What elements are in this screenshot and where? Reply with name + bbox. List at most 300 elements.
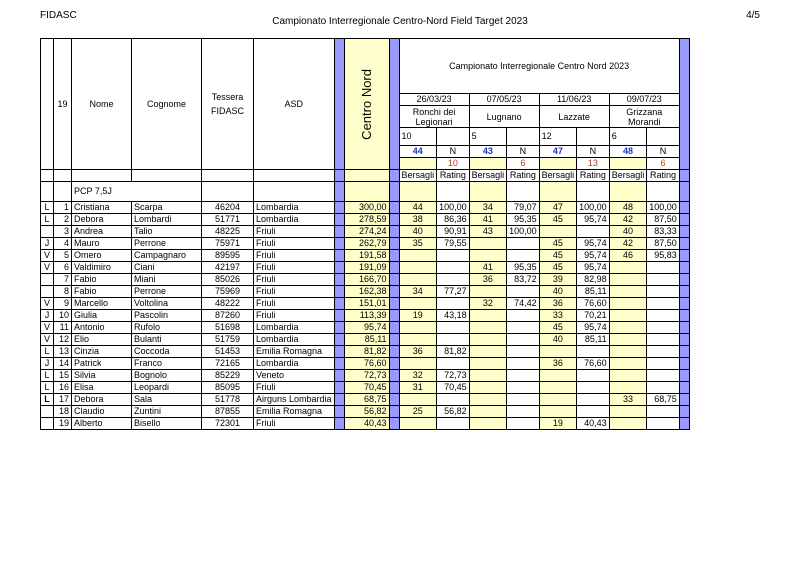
table-row: [41, 286, 690, 298]
total-cell: 278,59: [344, 214, 389, 226]
bersagli-cell: [539, 370, 577, 382]
rating-cell: [437, 298, 470, 310]
event-bersagli: 48: [609, 146, 647, 158]
rating-cell: [577, 406, 610, 418]
separator-col: [679, 274, 689, 286]
tessera-cell: 48225: [202, 226, 254, 238]
rating-cell: 77,27: [437, 286, 470, 298]
bersagli-cell: [399, 322, 437, 334]
cognome-cell: Talio: [132, 226, 202, 238]
nome-cell: Fabio: [72, 274, 132, 286]
rating-cell: 95,74: [577, 238, 610, 250]
separator-col: [334, 394, 344, 406]
rating-col-head: Rating: [577, 170, 610, 182]
empty-cell: [469, 182, 507, 202]
rating-cell: [507, 358, 540, 370]
cognome-cell: Miani: [132, 274, 202, 286]
rating-cell: 83,33: [647, 226, 680, 238]
bersagli-cell: 36: [399, 346, 437, 358]
asd-cell: Friuli: [254, 238, 335, 250]
separator-col: [334, 250, 344, 262]
bersagli-cell: [469, 358, 507, 370]
rating-cell: 86,36: [437, 214, 470, 226]
position-cell: 3: [54, 226, 72, 238]
rating-cell: 100,00: [647, 202, 680, 214]
event-place: Ronchi dei Legionari: [399, 106, 469, 128]
total-cell: 85,11: [344, 334, 389, 346]
tessera-cell: 75969: [202, 286, 254, 298]
asd-cell: Friuli: [254, 310, 335, 322]
asd-cell: Friuli: [254, 226, 335, 238]
asd-cell: Emilia Romagna: [254, 406, 335, 418]
nome-cell: Fabio: [72, 286, 132, 298]
rating-cell: 56,82: [437, 406, 470, 418]
rating-cell: [507, 394, 540, 406]
bersagli-cell: 46: [609, 250, 647, 262]
class-cell: [41, 418, 54, 430]
table-row: [41, 394, 690, 406]
asd-cell: Lombardia: [254, 214, 335, 226]
tessera-cell: 51453: [202, 346, 254, 358]
class-cell: J: [41, 310, 54, 322]
bersagli-cell: [609, 334, 647, 346]
tessera-cell: 87855: [202, 406, 254, 418]
asd-cell: Friuli: [254, 274, 335, 286]
event-n-label: N: [437, 146, 470, 158]
class-cell: V: [41, 322, 54, 334]
cognome-cell: Leopardi: [132, 382, 202, 394]
bersagli-cell: [469, 238, 507, 250]
bersagli-cell: [609, 406, 647, 418]
bersagli-cell: [609, 358, 647, 370]
event-targets: 10: [399, 128, 437, 146]
bersagli-col-head: Bersagli: [539, 170, 577, 182]
separator-col: [389, 358, 399, 370]
class-cell: L: [41, 346, 54, 358]
position-cell: 13: [54, 346, 72, 358]
position-cell: 14: [54, 358, 72, 370]
separator-col: [679, 358, 689, 370]
bersagli-cell: [399, 262, 437, 274]
cognome-cell: Voltolina: [132, 298, 202, 310]
rating-cell: [507, 286, 540, 298]
rating-cell: [647, 310, 680, 322]
rating-cell: [507, 370, 540, 382]
cognome-cell: Sala: [132, 394, 202, 406]
position-cell: 18: [54, 406, 72, 418]
table-row: [41, 310, 690, 322]
rating-cell: 95,83: [647, 250, 680, 262]
rating-cell: 74,42: [507, 298, 540, 310]
nome-cell: Debora: [72, 394, 132, 406]
tessera-cell: [202, 170, 254, 182]
separator-col: [334, 238, 344, 250]
bersagli-cell: 45: [539, 250, 577, 262]
rating-cell: 83,72: [507, 274, 540, 286]
bersagli-cell: 40: [609, 226, 647, 238]
separator-col: [679, 226, 689, 238]
rating-cell: [647, 262, 680, 274]
bersagli-cell: 33: [539, 310, 577, 322]
bersagli-col-head: Bersagli: [399, 170, 437, 182]
rating-cell: [647, 298, 680, 310]
position-cell: 9: [54, 298, 72, 310]
tessera-cell: 72301: [202, 418, 254, 430]
bersagli-cell: [539, 394, 577, 406]
separator-col: [389, 262, 399, 274]
position-cell: 15: [54, 370, 72, 382]
tessera-cell: 42197: [202, 262, 254, 274]
nome-cell: Alberto: [72, 418, 132, 430]
separator-col: [679, 214, 689, 226]
table-row: [41, 358, 690, 370]
rating-cell: [437, 250, 470, 262]
championship-title: Campionato Interregionale Centro Nord 2023: [399, 39, 679, 94]
nome-cell: Mauro: [72, 238, 132, 250]
event-place: Grizzana Morandi: [609, 106, 679, 128]
nome-cell: Patrick: [72, 358, 132, 370]
empty-cell: [577, 128, 610, 146]
bersagli-cell: [469, 418, 507, 430]
cognome-cell: Perrone: [132, 238, 202, 250]
position-cell: 4: [54, 238, 72, 250]
separator-col: [679, 262, 689, 274]
rating-cell: [507, 346, 540, 358]
separator-col: [334, 346, 344, 358]
rating-cell: [437, 274, 470, 286]
event-date: 11/06/23: [539, 94, 609, 106]
event-place: Lugnano: [469, 106, 539, 128]
empty-cell: [507, 128, 540, 146]
position-cell: 17: [54, 394, 72, 406]
rating-cell: 40,43: [577, 418, 610, 430]
asd-cell: [254, 170, 335, 182]
bersagli-cell: [609, 418, 647, 430]
asd-cell: Friuli: [254, 418, 335, 430]
cognome-cell: Campagnaro: [132, 250, 202, 262]
separator-col: [334, 310, 344, 322]
rating-cell: [437, 334, 470, 346]
separator-col: [679, 202, 689, 214]
empty-cell: [469, 158, 507, 170]
cognome-cell: Zuntini: [132, 406, 202, 418]
rating-cell: [437, 262, 470, 274]
bersagli-cell: 31: [399, 382, 437, 394]
pos-cell: [54, 170, 72, 182]
nome-cell: Valdimiro: [72, 262, 132, 274]
cognome-cell: Ciani: [132, 262, 202, 274]
total-cell: 81,82: [344, 346, 389, 358]
empty-cell: [399, 158, 437, 170]
rating-cell: 82,98: [577, 274, 610, 286]
rating-cell: 72,73: [437, 370, 470, 382]
tessera-cell: 85229: [202, 370, 254, 382]
position-cell: 5: [54, 250, 72, 262]
empty-cell: [202, 182, 254, 202]
empty-cell: [539, 182, 577, 202]
event-n-value: 10: [437, 158, 470, 170]
rating-col-head: Rating: [437, 170, 470, 182]
cognome-cell: Scarpa: [132, 202, 202, 214]
position-cell: 12: [54, 334, 72, 346]
empty-cell: [647, 182, 680, 202]
rating-cell: 90,91: [437, 226, 470, 238]
count-head: 19: [54, 39, 72, 170]
empty-cell: [507, 182, 540, 202]
rating-cell: 79,07: [507, 202, 540, 214]
rating-cell: 95,74: [577, 322, 610, 334]
separator-col: [334, 274, 344, 286]
separator-col: [389, 298, 399, 310]
separator-col: [389, 286, 399, 298]
position-cell: 7: [54, 274, 72, 286]
bersagli-cell: [609, 298, 647, 310]
rating-cell: [437, 358, 470, 370]
separator-col: [679, 286, 689, 298]
bersagli-cell: [469, 334, 507, 346]
rating-cell: 95,74: [577, 250, 610, 262]
bersagli-cell: 25: [399, 406, 437, 418]
separator-col: [334, 286, 344, 298]
bersagli-cell: [469, 250, 507, 262]
bersagli-cell: 34: [469, 202, 507, 214]
class-cell: J: [41, 358, 54, 370]
tessera-cell: 75971: [202, 238, 254, 250]
table-row: [41, 274, 690, 286]
event-bersagli: 43: [469, 146, 507, 158]
table-row: [41, 262, 690, 274]
centro-nord-cell: [344, 170, 389, 182]
bersagli-cell: [539, 226, 577, 238]
table-row: [41, 238, 690, 250]
rating-cell: [647, 418, 680, 430]
event-targets: 5: [469, 128, 507, 146]
separator-col: [334, 262, 344, 274]
separator-col: [679, 406, 689, 418]
bersagli-cell: 48: [609, 202, 647, 214]
asd-cell: Friuli: [254, 298, 335, 310]
separator-col: [334, 170, 344, 182]
class-cell: V: [41, 250, 54, 262]
asd-cell: Emilia Romagna: [254, 346, 335, 358]
tessera-cell: 51759: [202, 334, 254, 346]
tessera-cell: 85095: [202, 382, 254, 394]
separator-col: [679, 382, 689, 394]
table-row: [41, 346, 690, 358]
nome-cell: Antonio: [72, 322, 132, 334]
separator-col: [389, 250, 399, 262]
bersagli-cell: 35: [399, 238, 437, 250]
nome-cell: Cristiana: [72, 202, 132, 214]
total-cell: 274,24: [344, 226, 389, 238]
nome-cell: Silvia: [72, 370, 132, 382]
rating-cell: [507, 310, 540, 322]
asd-head: ASD: [254, 39, 335, 170]
bersagli-cell: 44: [399, 202, 437, 214]
class-cell: L: [41, 382, 54, 394]
rating-cell: 70,21: [577, 310, 610, 322]
separator-col: [334, 202, 344, 214]
nome-cell: Andrea: [72, 226, 132, 238]
separator-col: [679, 298, 689, 310]
separator-col: [679, 346, 689, 358]
rating-cell: [647, 322, 680, 334]
class-cell: [41, 286, 54, 298]
bersagli-cell: [399, 274, 437, 286]
rating-cell: [507, 238, 540, 250]
bersagli-cell: [469, 322, 507, 334]
rating-cell: 70,45: [437, 382, 470, 394]
rating-cell: 95,74: [577, 262, 610, 274]
empty-cell: [399, 182, 437, 202]
bersagli-cell: 43: [469, 226, 507, 238]
bersagli-cell: [609, 262, 647, 274]
table-row: [41, 382, 690, 394]
table-row: [41, 406, 690, 418]
bersagli-cell: 40: [539, 334, 577, 346]
tessera-cell: 51778: [202, 394, 254, 406]
rating-cell: 76,60: [577, 358, 610, 370]
position-cell: 11: [54, 322, 72, 334]
bersagli-cell: [609, 370, 647, 382]
nome-cell: Omero: [72, 250, 132, 262]
position-cell: 8: [54, 286, 72, 298]
rating-cell: [577, 226, 610, 238]
separator-col: [389, 394, 399, 406]
asd-cell: Lombardia: [254, 322, 335, 334]
event-date: 07/05/23: [469, 94, 539, 106]
bersagli-cell: [469, 406, 507, 418]
class-cell: [41, 170, 54, 182]
total-cell: 72,73: [344, 370, 389, 382]
cognome-head: Cognome: [132, 39, 202, 170]
bersagli-cell: 41: [469, 214, 507, 226]
event-targets: 6: [609, 128, 647, 146]
cognome-cell: Coccoda: [132, 346, 202, 358]
rating-cell: [507, 334, 540, 346]
class-cell: L: [41, 370, 54, 382]
asd-cell: Lombardia: [254, 202, 335, 214]
table-row: [41, 334, 690, 346]
cognome-cell: Pascolin: [132, 310, 202, 322]
tessera-cell: 87260: [202, 310, 254, 322]
separator-col: [389, 214, 399, 226]
bersagli-cell: [609, 322, 647, 334]
separator-col: [679, 334, 689, 346]
tessera-cell: 51771: [202, 214, 254, 226]
separator-col: [389, 334, 399, 346]
class-cell: [41, 406, 54, 418]
bersagli-col-head: Bersagli: [609, 170, 647, 182]
separator-col: [389, 310, 399, 322]
tessera-cell: 51698: [202, 322, 254, 334]
table-row: [41, 226, 690, 238]
separator-col: [679, 170, 689, 182]
rating-cell: [647, 274, 680, 286]
cognome-cell: Franco: [132, 358, 202, 370]
empty-cell: [647, 128, 680, 146]
class-cell: L: [41, 214, 54, 226]
bersagli-cell: [469, 310, 507, 322]
tessera-cell: 72165: [202, 358, 254, 370]
event-targets: 12: [539, 128, 577, 146]
bersagli-cell: [469, 286, 507, 298]
asd-cell: Veneto: [254, 370, 335, 382]
bersagli-cell: 32: [399, 370, 437, 382]
nome-cell: Cinzia: [72, 346, 132, 358]
total-cell: 95,74: [344, 322, 389, 334]
rating-col-head: Rating: [507, 170, 540, 182]
event-bersagli: 47: [539, 146, 577, 158]
bersagli-cell: 47: [539, 202, 577, 214]
event-date: 09/07/23: [609, 94, 679, 106]
bersagli-cell: [399, 250, 437, 262]
event-place: Lazzate: [539, 106, 609, 128]
bersagli-cell: [469, 370, 507, 382]
rating-cell: [507, 418, 540, 430]
separator-col: [334, 214, 344, 226]
nome-cell: Claudio: [72, 406, 132, 418]
bersagli-cell: 36: [539, 358, 577, 370]
bersagli-cell: 45: [539, 262, 577, 274]
rating-cell: 87,50: [647, 238, 680, 250]
separator-col: [389, 238, 399, 250]
rating-cell: [647, 286, 680, 298]
rating-cell: [507, 322, 540, 334]
event-bersagli: 44: [399, 146, 437, 158]
class-cell: [41, 226, 54, 238]
rating-cell: [507, 382, 540, 394]
total-cell: 40,43: [344, 418, 389, 430]
bersagli-cell: [399, 358, 437, 370]
empty-cell: [254, 182, 335, 202]
nome-cell: Debora: [72, 214, 132, 226]
nome-cell: Marcello: [72, 298, 132, 310]
separator-col: [334, 334, 344, 346]
nome-cell: Elisa: [72, 382, 132, 394]
tessera-head: Tessera FIDASC: [202, 39, 254, 170]
bersagli-cell: 41: [469, 262, 507, 274]
empty-cell: [344, 182, 389, 202]
cognome-cell: Lombardi: [132, 214, 202, 226]
asd-cell: Friuli: [254, 262, 335, 274]
separator-col: [679, 182, 689, 202]
separator-col: [679, 370, 689, 382]
empty-cell: [609, 158, 647, 170]
bersagli-cell: 33: [609, 394, 647, 406]
event-n-label: N: [577, 146, 610, 158]
rating-cell: [437, 418, 470, 430]
rating-cell: 81,82: [437, 346, 470, 358]
nome-cell: Elio: [72, 334, 132, 346]
table-row: [41, 202, 690, 214]
separator-col: [334, 418, 344, 430]
separator-col: [389, 370, 399, 382]
total-cell: 56,82: [344, 406, 389, 418]
separator-col: [334, 322, 344, 334]
bersagli-cell: [469, 346, 507, 358]
rating-cell: [577, 382, 610, 394]
separator-col: [679, 238, 689, 250]
asd-cell: Friuli: [254, 382, 335, 394]
separator-col: [334, 358, 344, 370]
separator-col: [389, 182, 399, 202]
total-cell: 70,45: [344, 382, 389, 394]
bersagli-cell: 32: [469, 298, 507, 310]
bersagli-cell: 36: [539, 298, 577, 310]
class-cell: V: [41, 334, 54, 346]
rating-cell: 85,11: [577, 286, 610, 298]
